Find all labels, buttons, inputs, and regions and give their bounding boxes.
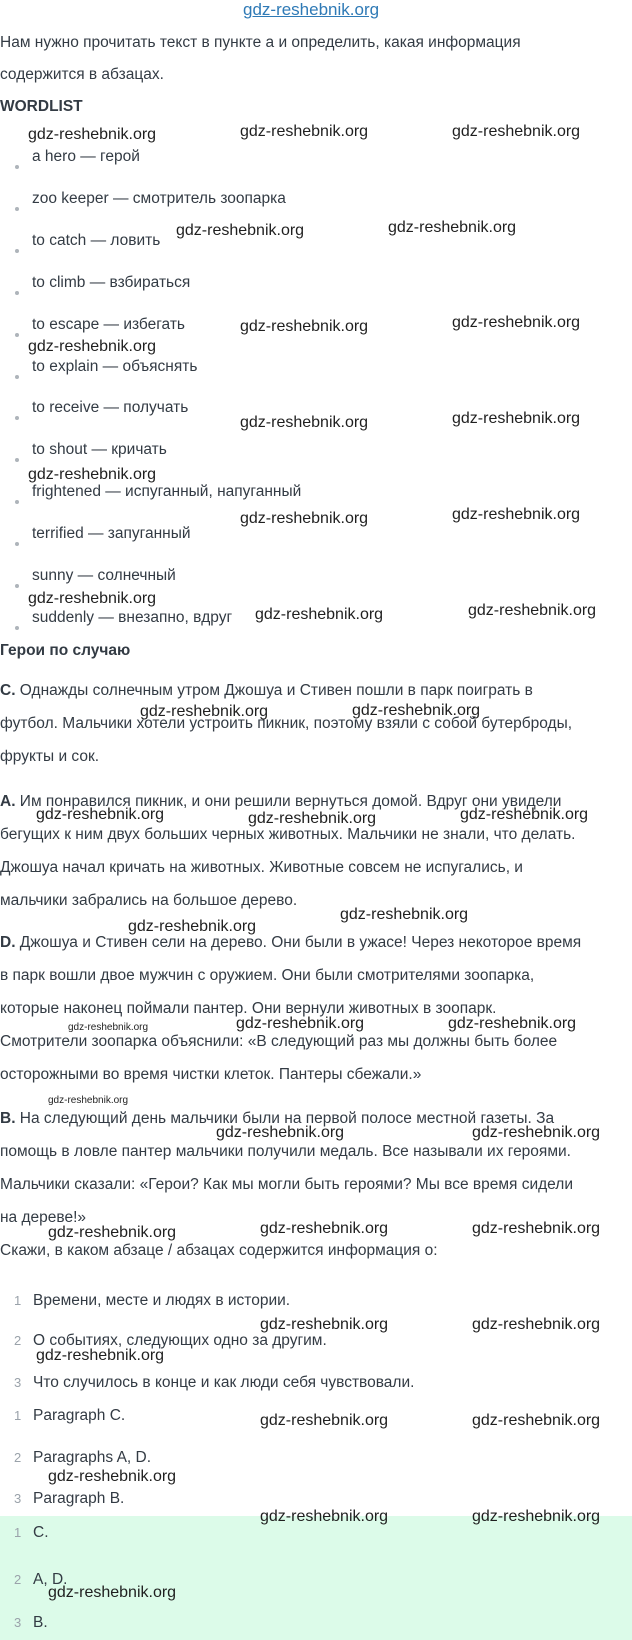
watermark: gdz-reshebnik.org	[468, 602, 597, 619]
wordlist-heading: WORDLIST	[0, 98, 83, 115]
watermark: gdz-reshebnik.org	[448, 1015, 577, 1032]
watermark: gdz-reshebnik.org	[255, 606, 384, 623]
answer-panel	[0, 1516, 632, 1640]
watermark: gdz-reshebnik.org	[240, 123, 369, 140]
watermark: gdz-reshebnik.org	[472, 1220, 601, 1237]
watermark: gdz-reshebnik.org	[36, 1347, 165, 1364]
watermark: gdz-reshebnik.org	[36, 806, 165, 823]
watermark: gdz-reshebnik.org	[48, 1584, 177, 1601]
watermark: gdz-reshebnik.org	[240, 414, 369, 431]
watermark: gdz-reshebnik.org	[28, 338, 157, 355]
watermark: gdz-reshebnik.org	[48, 1095, 129, 1106]
paragraph-letter: C.	[0, 682, 16, 699]
watermark: gdz-reshebnik.org	[472, 1508, 601, 1525]
intro-line: содержится в абзацах.	[0, 66, 164, 83]
watermark: gdz-reshebnik.org	[452, 123, 581, 140]
intro-line: Нам нужно прочитать текст в пункте а и определить, какая информация	[0, 34, 521, 51]
watermark: gdz-reshebnik.org	[460, 806, 589, 823]
watermark: gdz-reshebnik.org	[243, 0, 380, 19]
watermark: gdz-reshebnik.org	[48, 1468, 177, 1485]
watermark: gdz-reshebnik.org	[260, 1508, 389, 1525]
paragraph-letter: A.	[0, 793, 16, 810]
watermark: gdz-reshebnik.org	[216, 1124, 345, 1141]
watermark: gdz-reshebnik.org	[388, 219, 517, 236]
watermark: gdz-reshebnik.org	[472, 1124, 601, 1141]
watermark: gdz-reshebnik.org	[352, 702, 481, 719]
watermark: gdz-reshebnik.org	[452, 506, 581, 523]
watermark: gdz-reshebnik.org	[28, 126, 157, 143]
watermark: gdz-reshebnik.org	[236, 1015, 365, 1032]
watermark: gdz-reshebnik.org	[240, 510, 369, 527]
watermark: gdz-reshebnik.org	[472, 1316, 601, 1333]
watermark: gdz-reshebnik.org	[452, 314, 581, 331]
story-title: Герои по случаю	[0, 642, 131, 659]
watermark: gdz-reshebnik.org	[248, 810, 377, 827]
task-prompt: Скажи, в каком абзаце / абзацах содержится информация о:	[0, 1242, 438, 1259]
watermark: gdz-reshebnik.org	[340, 906, 469, 923]
watermark: gdz-reshebnik.org	[68, 1022, 149, 1033]
watermark: gdz-reshebnik.org	[176, 222, 305, 239]
paragraph-letter: D.	[0, 934, 16, 951]
watermark: gdz-reshebnik.org	[260, 1316, 389, 1333]
watermark: gdz-reshebnik.org	[260, 1412, 389, 1429]
watermark: gdz-reshebnik.org	[260, 1220, 389, 1237]
watermark: gdz-reshebnik.org	[472, 1412, 601, 1429]
watermark: gdz-reshebnik.org	[28, 466, 157, 483]
watermark: gdz-reshebnik.org	[28, 590, 157, 607]
watermark: gdz-reshebnik.org	[240, 318, 369, 335]
watermark: gdz-reshebnik.org	[452, 410, 581, 427]
paragraph-letter: B.	[0, 1110, 16, 1127]
watermark: gdz-reshebnik.org	[128, 918, 257, 935]
watermark: gdz-reshebnik.org	[140, 703, 269, 720]
watermark: gdz-reshebnik.org	[48, 1224, 177, 1241]
